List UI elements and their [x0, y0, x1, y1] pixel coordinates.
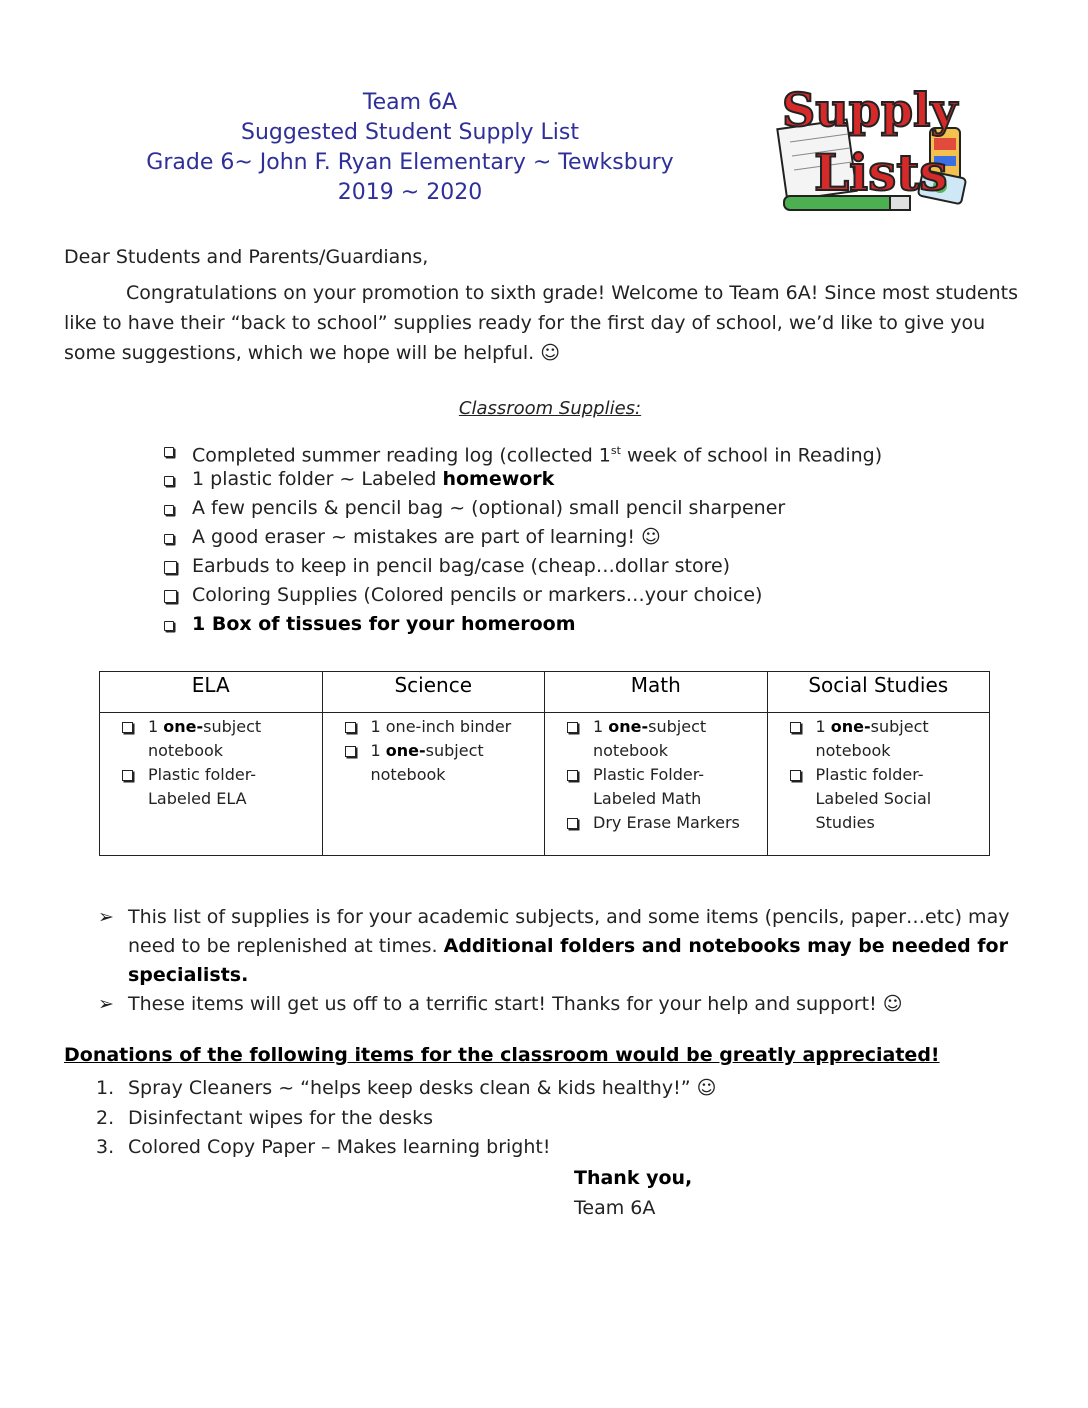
logo-word-lists: Lists — [814, 143, 948, 202]
list-item: 1 one-subject notebook — [567, 715, 767, 763]
donations-list — [96, 1074, 716, 1163]
arrow-bullet-icon: ➢ — [98, 993, 114, 1015]
list-item: Dry Erase Markers — [567, 811, 767, 835]
greeting: Dear Students and Parents/Guardians, — [64, 246, 429, 268]
cell-math — [545, 713, 768, 856]
checkbox-icon — [122, 770, 133, 781]
list-title: Suggested Student Supply List — [241, 120, 579, 145]
header-social-studies: Social Studies — [767, 672, 990, 713]
list-item: Plastic folder- Labeled Social Studies — [790, 763, 990, 835]
checkbox-icon — [567, 818, 578, 829]
checkbox-icon — [345, 722, 356, 733]
checkbox-icon — [122, 722, 133, 733]
classroom-supplies-title: Classroom Supplies: — [458, 398, 642, 419]
checkbox-icon — [164, 561, 177, 574]
intro-text: Congratulations on your promotion to sixth grade! Welcome to Team 6A! Since most students like to have their “back to school” supplies ready for the first day of school, we’d like to give you some suggestions, which we hope will be helpful. ☺ — [64, 282, 1018, 364]
document-header — [130, 88, 690, 208]
checkbox-icon — [790, 722, 801, 733]
checkbox-icon — [164, 621, 174, 631]
checkbox-icon — [790, 770, 801, 781]
list-item: Plastic Folder- Labeled Math — [567, 763, 767, 811]
closing-thanks: Thank you, — [574, 1167, 693, 1189]
cell-science — [322, 713, 545, 856]
team-title: Team 6A — [362, 90, 458, 115]
notes-list — [98, 903, 1038, 1019]
list-item: 1 one-subject notebook — [122, 715, 322, 763]
list-item: 3. Colored Copy Paper – Makes learning bright! — [96, 1136, 551, 1158]
school-year: 2019 ~ 2020 — [337, 180, 483, 205]
list-item: 2. Disinfectant wipes for the desks — [96, 1106, 434, 1129]
list-item: A good eraser ~ mistakes are part of learning! ☺ — [160, 523, 882, 552]
list-item: A few pencils & pencil bag ~ (optional) small pencil sharpener — [160, 494, 882, 523]
list-item: 1 one-subject notebook — [345, 739, 545, 787]
list-item: 1 plastic folder ~ Labeled homework — [160, 465, 882, 494]
header-ela: ELA — [100, 672, 323, 713]
logo-word-supply: Supply — [782, 83, 958, 137]
list-item: Earbuds to keep in pencil bag/case (cheap…dollar store) — [160, 552, 882, 581]
table-header-row — [100, 672, 990, 713]
list-item: 1 Box of tissues for your homeroom — [160, 610, 882, 639]
table-row — [100, 713, 990, 856]
checkbox-icon — [164, 476, 174, 486]
checkbox-icon — [567, 770, 578, 781]
supply-lists-clipart-icon — [770, 78, 980, 218]
checkbox-icon — [164, 534, 174, 544]
list-item: ➢ This list of supplies is for your academic subjects, and some items (pencils, paper…etc) may need to be replenished at times. Additional folders and notebooks may be needed for specialists. — [98, 903, 1038, 990]
list-item: Coloring Supplies (Colored pencils or markers…your choice) — [160, 581, 882, 610]
list-item: 1. Spray Cleaners ~ “helps keep desks clean & kids healthy!” ☺ — [96, 1077, 717, 1099]
closing-signature: Team 6A — [574, 1197, 656, 1219]
checkbox-icon — [567, 722, 578, 733]
closing — [574, 1163, 692, 1223]
list-item: Plastic folder- Labeled ELA — [122, 763, 322, 811]
checkbox-icon — [164, 447, 174, 457]
intro-paragraph — [64, 278, 1024, 368]
cell-social-studies — [767, 713, 990, 856]
donations-title: Donations of the following items for the classroom would be greatly appreciated! — [64, 1044, 940, 1066]
list-item: 1 one-subject notebook — [790, 715, 990, 763]
checkbox-icon — [164, 590, 177, 603]
list-item: ➢ These items will get us off to a terrific start! Thanks for your help and support! ☺ — [98, 990, 1038, 1019]
arrow-bullet-icon: ➢ — [98, 906, 114, 928]
cell-ela — [100, 713, 323, 856]
list-item: Completed summer reading log (collected 1st week of school in Reading) — [160, 436, 882, 465]
classroom-supplies-list — [160, 436, 882, 639]
header-math: Math — [545, 672, 768, 713]
checkbox-icon — [345, 746, 356, 757]
list-item: 1 one-inch binder — [345, 715, 545, 739]
school-line: Grade 6~ John F. Ryan Elementary ~ Tewksbury — [146, 150, 674, 175]
subjects-table — [99, 671, 990, 856]
header-science: Science — [322, 672, 545, 713]
checkbox-icon — [164, 505, 174, 515]
